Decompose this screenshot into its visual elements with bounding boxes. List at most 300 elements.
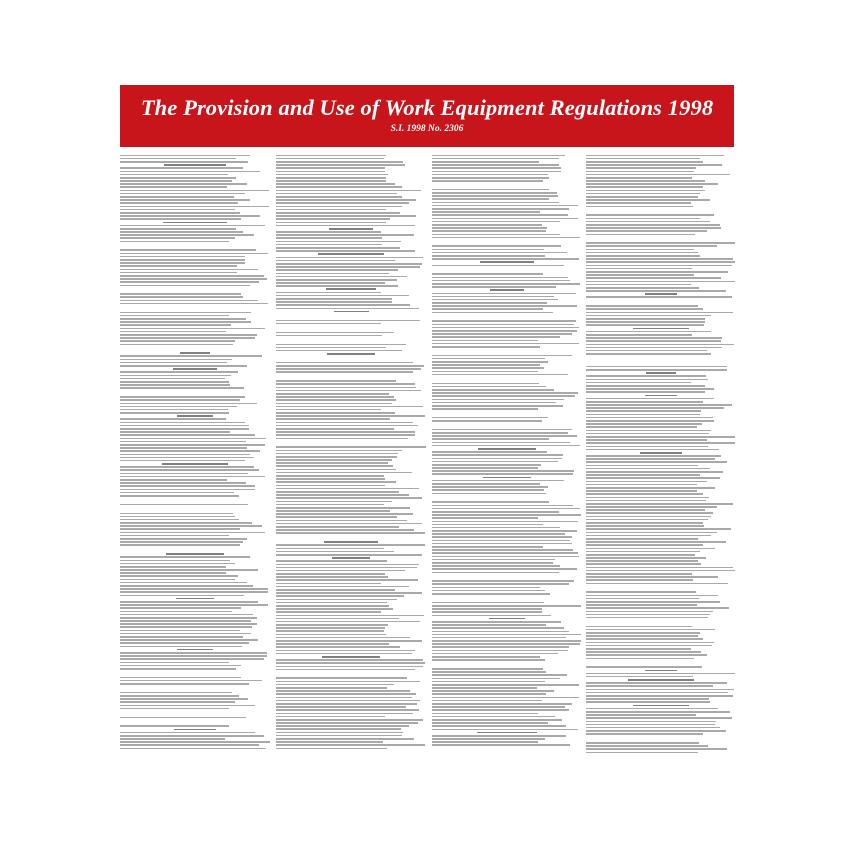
text-line <box>120 425 249 427</box>
text-line <box>586 277 721 279</box>
text-line <box>586 611 713 613</box>
text-line <box>586 629 715 631</box>
text-line <box>276 700 420 702</box>
text-line <box>120 495 239 497</box>
text-line <box>120 692 232 694</box>
text-line <box>432 417 548 419</box>
section-heading-line <box>327 353 376 355</box>
text-line <box>276 634 386 636</box>
text-line <box>586 583 728 585</box>
text-line <box>276 618 399 620</box>
text-line <box>432 174 548 176</box>
text-line <box>276 475 384 477</box>
text-line <box>586 206 693 208</box>
text-line <box>586 290 726 292</box>
section-heading-line <box>645 670 677 672</box>
text-line <box>120 241 229 243</box>
text-line <box>120 595 244 597</box>
text-line <box>432 505 573 507</box>
text-line <box>120 183 247 185</box>
text-line <box>120 607 241 609</box>
section-heading-line <box>318 253 384 255</box>
section-heading-line <box>480 261 534 263</box>
text-line <box>120 544 240 546</box>
text-line <box>432 572 559 574</box>
text-line <box>586 648 691 650</box>
paragraph-gap <box>586 736 736 740</box>
section-heading-line <box>326 288 375 290</box>
text-line <box>586 748 727 750</box>
text-line <box>432 364 540 366</box>
text-line <box>432 706 565 708</box>
text-line <box>586 474 700 476</box>
paragraph-gap <box>120 391 270 395</box>
text-line <box>586 497 709 499</box>
text-line <box>586 560 698 562</box>
text-line <box>586 255 700 257</box>
text-line <box>120 428 249 430</box>
text-line <box>120 538 247 540</box>
text-line <box>586 315 711 317</box>
text-line <box>432 637 566 639</box>
text-line <box>432 722 548 724</box>
text-line <box>276 459 392 461</box>
text-line <box>276 380 396 382</box>
text-line <box>586 519 708 521</box>
section-heading-line <box>646 372 677 374</box>
text-line <box>432 312 553 314</box>
text-line <box>120 476 265 478</box>
text-line <box>276 510 390 512</box>
text-line <box>120 744 259 746</box>
text-line <box>432 590 545 592</box>
text-line <box>276 677 407 679</box>
text-line <box>432 405 563 407</box>
section-heading-line <box>180 352 211 354</box>
text-line <box>432 286 556 288</box>
paragraph-gap <box>120 711 270 715</box>
text-line <box>432 527 560 529</box>
text-line <box>120 519 239 521</box>
page-title: The Provision and Use of Work Equipment Regulations 1998 <box>140 95 714 120</box>
text-line <box>120 582 247 584</box>
text-line <box>120 665 241 667</box>
text-line <box>276 706 406 708</box>
text-line <box>586 752 698 753</box>
text-line <box>586 481 707 483</box>
text-line <box>120 614 253 616</box>
text-line <box>432 230 546 232</box>
text-line <box>120 190 269 192</box>
text-line <box>120 324 231 326</box>
text-line <box>586 366 727 368</box>
text-line <box>276 501 392 503</box>
section-heading-line <box>489 618 526 620</box>
text-line <box>276 158 384 160</box>
text-line <box>120 303 268 305</box>
text-line <box>586 685 713 687</box>
text-line <box>432 650 568 652</box>
text-line <box>432 556 579 558</box>
text-line <box>586 318 705 320</box>
text-line <box>586 742 699 744</box>
text-line <box>120 362 227 364</box>
text-line <box>432 208 569 210</box>
text-line <box>120 535 229 537</box>
text-line <box>586 296 732 298</box>
text-line <box>586 174 730 176</box>
text-line <box>586 230 707 232</box>
text-line <box>586 714 696 716</box>
text-line <box>120 591 268 593</box>
text-line <box>276 719 423 721</box>
text-line <box>276 206 402 208</box>
text-line <box>586 525 704 527</box>
text-line <box>586 265 732 267</box>
text-line <box>432 562 553 564</box>
text-line <box>120 630 240 632</box>
text-line <box>432 605 581 607</box>
text-line <box>120 422 245 424</box>
text-line <box>120 431 230 433</box>
text-line <box>276 532 425 534</box>
text-line <box>120 668 236 670</box>
text-line <box>120 513 233 515</box>
text-line <box>120 469 259 471</box>
text-line <box>586 245 717 247</box>
paragraph-gap <box>120 671 270 675</box>
text-line <box>276 544 425 546</box>
text-line <box>432 255 545 257</box>
text-line <box>120 642 249 644</box>
text-line <box>432 324 574 326</box>
text-line <box>432 508 580 510</box>
text-line <box>120 206 269 208</box>
text-line <box>276 497 422 499</box>
text-line <box>120 399 240 401</box>
text-line <box>586 591 696 593</box>
text-line <box>120 434 255 436</box>
text-line <box>432 305 577 307</box>
section-heading-line <box>322 656 379 658</box>
text-line <box>120 701 235 703</box>
text-line <box>120 344 233 346</box>
text-line <box>276 744 425 746</box>
text-line <box>120 265 237 267</box>
text-line <box>276 564 419 566</box>
text-line <box>586 196 698 198</box>
text-line <box>120 601 258 603</box>
text-line <box>276 529 414 531</box>
text-line <box>432 198 549 200</box>
text-line <box>586 733 703 735</box>
paragraph-gap <box>120 720 270 724</box>
text-line <box>276 446 426 448</box>
text-line <box>120 418 226 420</box>
text-line <box>586 468 710 470</box>
text-line <box>432 249 544 251</box>
text-line <box>432 308 543 310</box>
text-line <box>432 725 566 727</box>
text-line <box>276 196 402 198</box>
text-line <box>276 551 394 553</box>
text-line <box>276 491 399 493</box>
text-line <box>586 423 702 425</box>
text-line <box>432 320 576 322</box>
text-line <box>120 378 225 380</box>
text-line <box>276 485 385 487</box>
text-line <box>120 454 250 456</box>
paragraph-gap <box>432 662 582 666</box>
text-line <box>120 441 246 443</box>
text-line <box>586 268 692 270</box>
text-line <box>586 689 734 691</box>
text-line <box>120 171 260 173</box>
text-line <box>120 231 243 233</box>
text-line <box>276 335 382 337</box>
text-line <box>276 332 394 334</box>
text-line <box>586 227 721 229</box>
text-line <box>120 732 255 734</box>
text-line <box>120 177 236 179</box>
text-line <box>120 683 249 685</box>
text-line <box>120 639 258 641</box>
text-line <box>586 458 715 460</box>
paragraph-gap <box>276 536 426 540</box>
text-line <box>432 327 579 329</box>
text-line <box>276 387 416 389</box>
text-line <box>276 627 385 629</box>
text-line <box>432 659 545 661</box>
title-banner <box>120 85 734 147</box>
text-line <box>586 410 701 412</box>
text-line <box>432 716 555 718</box>
text-line <box>432 177 549 179</box>
text-line <box>276 167 385 169</box>
text-line <box>120 202 238 204</box>
text-line <box>120 328 265 330</box>
text-line <box>586 695 733 697</box>
text-line <box>276 687 387 689</box>
text-line <box>586 708 718 710</box>
text-line <box>120 604 268 606</box>
text-line <box>276 177 386 179</box>
text-line <box>120 406 237 408</box>
text-line <box>586 544 703 546</box>
text-line <box>432 158 559 160</box>
text-line <box>432 687 537 689</box>
text-line <box>276 450 402 452</box>
text-line <box>276 266 420 268</box>
text-line <box>432 514 581 516</box>
text-line <box>120 272 237 274</box>
text-line <box>586 528 731 530</box>
text-line <box>586 638 703 640</box>
text-line <box>586 595 718 597</box>
text-line <box>276 344 406 346</box>
text-line <box>120 532 265 534</box>
text-line <box>432 713 538 715</box>
text-line <box>432 580 574 582</box>
text-line <box>432 336 560 338</box>
text-line <box>276 171 385 173</box>
text-line <box>432 533 565 535</box>
section-heading-line <box>477 732 537 734</box>
text-line <box>586 433 709 435</box>
paragraph-gap <box>432 423 582 427</box>
text-line <box>586 305 698 307</box>
text-line <box>586 730 726 732</box>
text-line <box>120 269 258 271</box>
text-line <box>432 155 565 157</box>
text-line <box>432 358 545 360</box>
text-line <box>120 196 234 198</box>
text-line <box>586 199 710 201</box>
text-line <box>586 379 708 381</box>
text-line <box>432 299 558 301</box>
text-line <box>276 703 417 705</box>
paragraph-gap <box>432 596 582 600</box>
text-line <box>586 177 692 179</box>
text-line <box>586 721 716 723</box>
text-line <box>120 698 248 700</box>
text-line <box>432 744 570 746</box>
text-line <box>586 234 695 236</box>
text-line <box>276 567 417 569</box>
text-line <box>432 277 568 279</box>
text-line <box>276 399 396 401</box>
text-line <box>432 171 561 173</box>
text-line <box>120 460 245 462</box>
text-line <box>432 624 546 626</box>
text-line <box>276 250 415 252</box>
text-line <box>432 493 546 495</box>
text-line <box>432 489 544 491</box>
text-line <box>432 671 546 673</box>
text-line <box>586 420 714 422</box>
text-line <box>120 735 264 737</box>
text-line <box>586 312 733 314</box>
text-line <box>120 209 235 211</box>
text-line <box>276 161 403 163</box>
text-line <box>432 432 568 434</box>
text-line <box>276 507 410 509</box>
text-line <box>120 588 268 590</box>
section-heading-line <box>334 311 369 313</box>
text-line <box>276 260 395 262</box>
text-line <box>276 406 423 408</box>
text-line <box>120 161 248 163</box>
text-line <box>276 393 389 395</box>
text-line <box>276 308 419 310</box>
text-line <box>120 365 247 367</box>
text-line <box>120 396 245 398</box>
text-line <box>120 485 255 487</box>
text-line <box>586 673 735 675</box>
text-line <box>120 522 252 524</box>
text-line <box>586 617 708 619</box>
text-line <box>120 167 243 169</box>
text-line <box>120 180 232 182</box>
text-line <box>586 242 735 244</box>
text-line <box>276 292 381 294</box>
text-line <box>586 509 705 511</box>
text-line <box>120 473 248 475</box>
text-line <box>586 538 698 540</box>
text-line <box>432 540 570 542</box>
text-line <box>276 599 397 601</box>
text-line <box>586 676 693 678</box>
text-line <box>276 570 405 572</box>
text-line <box>276 659 423 661</box>
text-line <box>276 304 410 306</box>
text-line <box>432 634 581 636</box>
text-line <box>432 383 539 385</box>
text-line <box>432 524 543 526</box>
text-line <box>432 224 542 226</box>
text-line <box>276 478 385 480</box>
text-line <box>276 611 381 613</box>
text-line <box>432 621 561 623</box>
text-line <box>276 186 402 188</box>
text-line <box>586 334 692 336</box>
text-line <box>432 245 561 247</box>
text-line <box>432 330 577 332</box>
text-line <box>432 684 579 686</box>
text-line <box>276 697 412 699</box>
section-heading-line <box>163 222 228 224</box>
text-line <box>120 375 231 377</box>
text-line <box>432 399 564 401</box>
text-line <box>432 451 547 453</box>
text-line <box>276 615 424 617</box>
text-line <box>432 681 545 683</box>
text-line <box>276 431 415 433</box>
text-line <box>432 703 572 705</box>
paragraph-gap <box>276 326 426 330</box>
text-line <box>276 666 423 668</box>
text-line <box>120 371 238 373</box>
text-line <box>276 323 381 325</box>
section-heading-line <box>166 553 224 555</box>
text-line <box>276 592 422 594</box>
text-line <box>432 546 543 548</box>
text-line <box>432 693 546 695</box>
text-line <box>432 205 578 207</box>
text-line <box>120 575 238 577</box>
section-heading-line <box>645 293 676 295</box>
text-line <box>276 180 386 182</box>
text-line <box>120 652 267 654</box>
text-line <box>276 164 405 166</box>
text-line <box>432 258 579 260</box>
text-line <box>120 199 250 201</box>
text-line <box>120 572 226 574</box>
text-line <box>586 414 700 416</box>
text-line <box>276 630 384 632</box>
text-line <box>276 579 418 581</box>
text-line <box>120 340 235 342</box>
text-line <box>276 650 415 652</box>
paragraph-gap <box>432 377 582 381</box>
text-line <box>120 450 260 452</box>
text-line <box>586 522 703 524</box>
text-line <box>432 653 558 655</box>
text-line <box>586 337 722 339</box>
text-line <box>586 261 735 263</box>
text-line <box>432 611 542 613</box>
text-line <box>586 477 720 479</box>
